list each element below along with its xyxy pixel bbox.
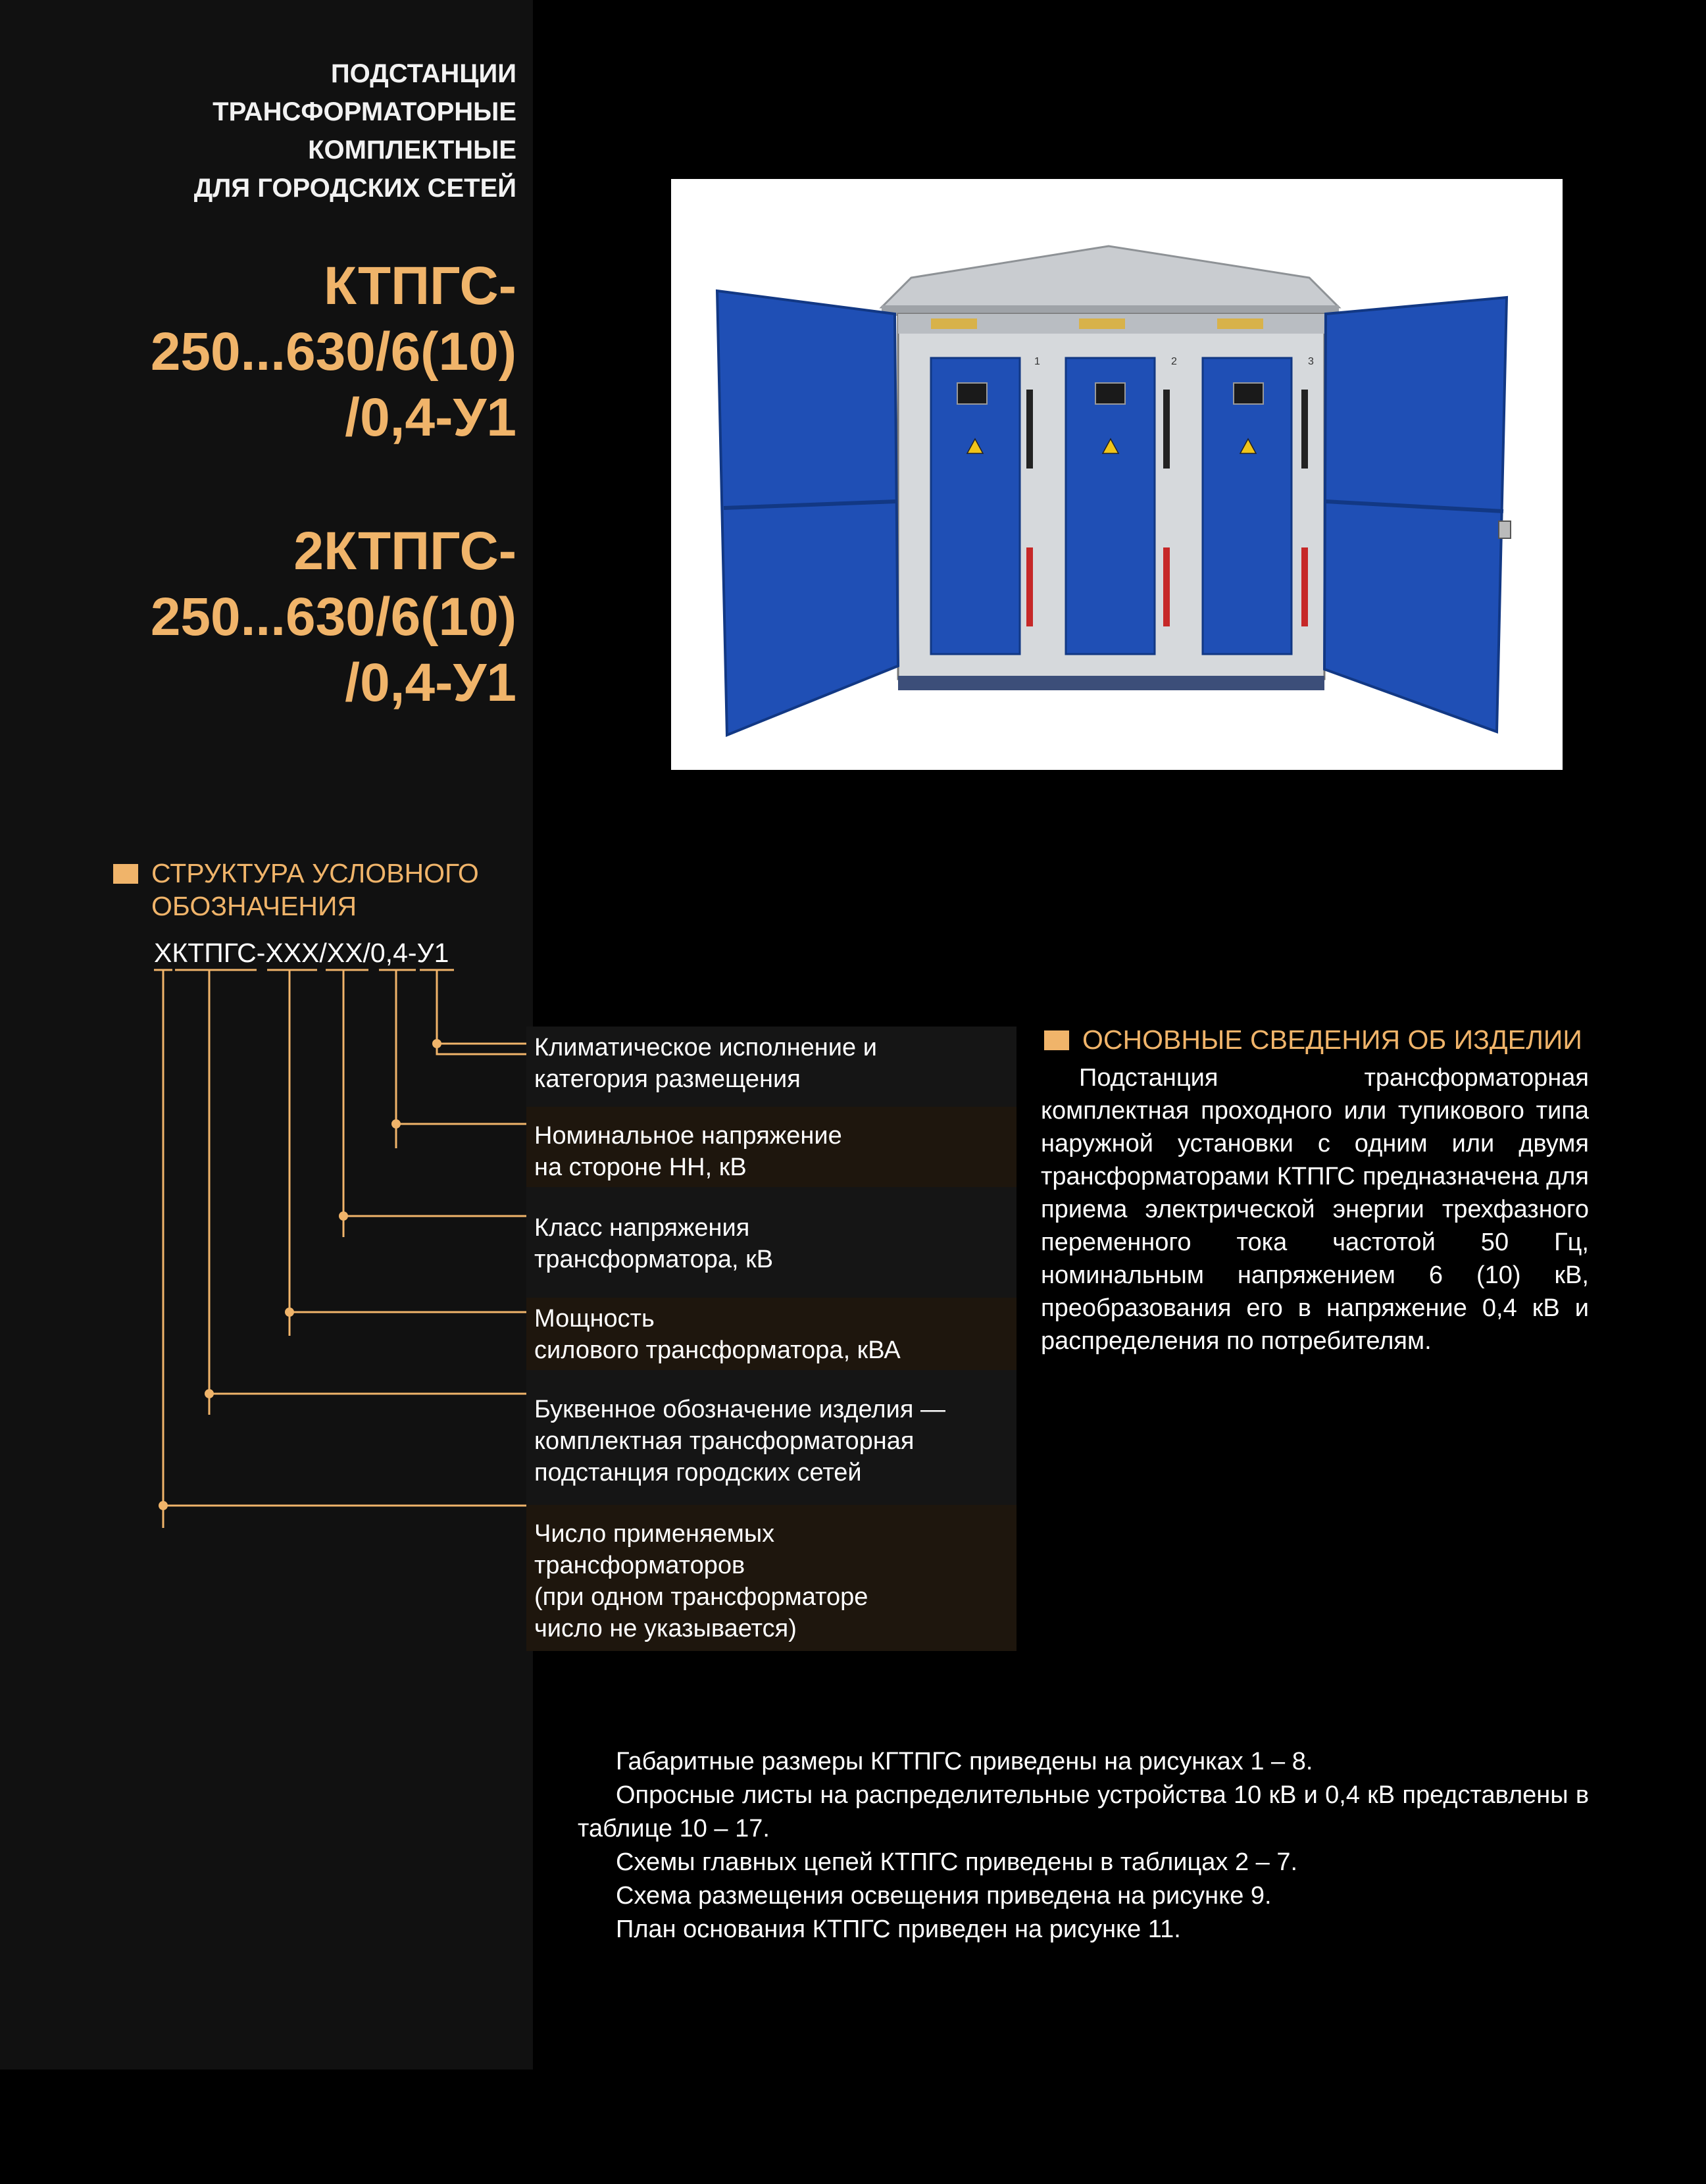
leader-dot [391, 1119, 401, 1129]
label-line: Класс напряжения [534, 1214, 750, 1242]
structure-title-line: ОБОЗНАЧЕНИЯ [151, 891, 357, 921]
model-line: КТПГС- [323, 256, 516, 316]
note-line: Схемы главных цепей КТПГС приведены в таблицах 2 – 7. [616, 1848, 1298, 1876]
leader-voltage-class [343, 970, 526, 1216]
leader-dot [339, 1211, 348, 1221]
leader-climatic [437, 970, 526, 1054]
panel-number: 2 [1171, 356, 1177, 367]
label-line: трансформаторов [534, 1552, 745, 1579]
label-line: подстанция городских сетей [534, 1459, 862, 1486]
leader-dot [285, 1308, 294, 1317]
label-line: Мощность [534, 1305, 655, 1333]
label-line: комплектная трансформаторная [534, 1427, 915, 1455]
label-line: силового трансформатора, кВА [534, 1336, 901, 1364]
leader-letter-code [209, 970, 526, 1394]
leader-power [289, 970, 526, 1312]
label-line: (при одном трансформаторе [534, 1583, 868, 1611]
model-line: 2КТПГС- [293, 521, 516, 581]
label-line: категория размещения [534, 1065, 801, 1093]
leader-dot [159, 1501, 168, 1510]
heading-line: ПОДСТАНЦИИ [330, 59, 516, 88]
label-line: на стороне НН, кВ [534, 1154, 747, 1181]
label-line: Номинальное напряжение [534, 1122, 842, 1150]
label-line: число не указывается) [534, 1615, 797, 1642]
note-line: Схема размещения освещения приведена на рисунке 9. [616, 1882, 1272, 1910]
designation-code: ХКТПГС-ХХХ/ХХ/0,4-У1 [154, 938, 449, 968]
info-section-title: ОСНОВНЫЕ СВЕДЕНИЯ ОБ ИЗДЕЛИИ [1082, 1025, 1582, 1055]
label-line: трансформатора, кВ [534, 1246, 774, 1273]
model-line: 250...630/6(10) [150, 587, 516, 647]
leader-dot [205, 1389, 214, 1398]
structure-title-line: СТРУКТУРА УСЛОВНОГО [151, 858, 479, 888]
product-description: Подстанция трансформаторная комплектная проходного или тупикового типа наружной установки с одним или двумя трансформаторами КТПГС предназначена для приема электрической энергии трехфазного переменного тока частотой 50 Гц, номинальным напряжением 6 (10) кВ, преобразования его в напряжение 0,4 кВ и распределения по потребителям. [1041, 1064, 1589, 1355]
section-marker [1044, 1030, 1069, 1050]
reference-notes [578, 1745, 1589, 1946]
note-line: Габаритные размеры КГТПГС приведены на рисунках 1 – 8. [616, 1748, 1313, 1775]
model-line: /0,4-У1 [345, 388, 516, 447]
model-line: /0,4-У1 [345, 653, 516, 713]
label-line: Климатическое исполнение и [534, 1034, 877, 1061]
model-line: 250...630/6(10) [150, 322, 516, 382]
label-line: Число применяемых [534, 1520, 775, 1548]
panel-number: 1 [1034, 356, 1040, 367]
heading-line: КОМПЛЕКТНЫЕ [308, 136, 516, 165]
leader-lv-voltage [396, 970, 526, 1124]
note-line: План основания КТПГС приведен на рисунке 11. [616, 1916, 1181, 1943]
heading-line: ТРАНСФОРМАТОРНЫЕ [213, 97, 516, 126]
leader-transformer-count [163, 970, 526, 1506]
label-line: Буквенное обозначение изделия — [534, 1396, 945, 1423]
note-line: Опросные листы на распределительные устройства 10 кВ и 0,4 кВ представлены в таблице 10 – 17. [578, 1781, 1589, 1842]
heading-line: ДЛЯ ГОРОДСКИХ СЕТЕЙ [193, 174, 516, 203]
panel-number: 3 [1308, 356, 1314, 367]
